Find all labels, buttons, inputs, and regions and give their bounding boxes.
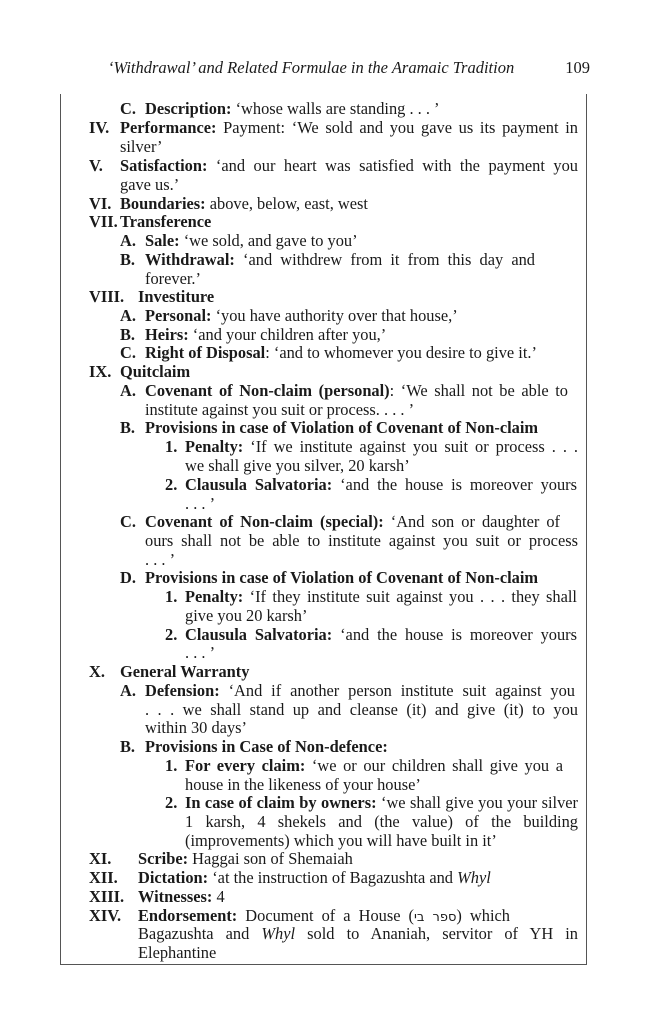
outline-item-label: Clausula Salvatoria: [185, 625, 333, 644]
outline-item-label: Provisions in Case of Non-defence: [145, 737, 388, 756]
outline-item-number: V. [89, 156, 103, 175]
running-title: ‘Withdrawal’ and Related Formulae in the Aramaic Tradition [108, 58, 515, 77]
outline-item-label: Right of Disposal [145, 343, 266, 362]
page-number: 109 [565, 58, 590, 77]
outline-continuation-text [145, 550, 175, 569]
outline-body-text: Elephantine [138, 943, 217, 962]
outline-body-text: silver’ [120, 137, 163, 156]
outline-item-number: 1. [165, 756, 178, 775]
outline-item-number: D. [120, 568, 136, 587]
outline-body-text: ‘and our heart was satisfied with the payment you [207, 156, 578, 175]
outline-body-text: ‘you have authority over that house,’ [211, 306, 458, 325]
outline-item-number: B. [120, 250, 136, 269]
outline-body-text: ‘and the house is moreover yours [332, 625, 577, 644]
outline-item-text [145, 381, 568, 400]
outline-item-label: Boundaries: [120, 194, 206, 213]
outline-item-number: 2. [165, 475, 178, 494]
outline-item-text [145, 343, 537, 362]
outline-item-label: Sale: [145, 231, 180, 250]
outline-item-text [138, 287, 214, 306]
outline-body-text: ‘at the instruction of Bagazushta and [208, 868, 458, 887]
outline-item-number: A. [120, 681, 136, 700]
outline-item-label: Clausula Salvatoria: [185, 475, 333, 494]
outline-item-label: Dictation: [138, 868, 209, 887]
outline-body-text: Payment: ‘We sold and you gave us its payment in [216, 118, 578, 137]
outline-item-text [145, 568, 538, 587]
outline-item-text [120, 194, 368, 213]
outline-continuation-text [185, 812, 578, 831]
outline-item-label: Provisions in case of Violation of Covenant of Non-claim [145, 418, 539, 437]
running-header [90, 58, 590, 82]
outline-continuation-text [185, 643, 215, 662]
outline-body-text: sold to Ananiah, servitor of YH in [295, 924, 578, 943]
outline-item-text [138, 887, 225, 906]
outline-item-text [185, 437, 578, 456]
outline-continuation-text [138, 943, 216, 962]
outline-item-number: XIV. [89, 906, 122, 925]
outline-body-text: (improvements) which you will have built in it’ [185, 831, 497, 850]
outline-item-number: A. [120, 231, 136, 250]
outline-item-number: VIII. [89, 287, 125, 306]
outline-item-text [145, 737, 388, 756]
outline-body-text: . . . ’ [185, 494, 216, 513]
outline-item-number: IX. [89, 362, 112, 381]
outline-item-number: X. [89, 662, 105, 681]
italic-name: Whyl [261, 924, 296, 943]
outline-continuation-text [145, 700, 578, 719]
outline-item-text [138, 849, 353, 868]
outline-body-text: ‘we shall give you your silver [376, 793, 578, 812]
outline-item-label: Withdrawal: [145, 250, 235, 269]
outline-body-text: ‘If we institute against you suit or process . . . [243, 437, 578, 456]
outline-item-label: Witnesses: [138, 887, 213, 906]
outline-item-text [145, 250, 535, 269]
outline-body-text: Document of a House ( [237, 906, 415, 925]
outline-body-text: ours shall not be able to institute against you suit or process [145, 531, 578, 550]
outline-body-text: ‘whose walls are standing . . . ’ [231, 99, 440, 118]
outline-body-text: house in the likeness of your house’ [185, 775, 421, 794]
outline-item-text [185, 587, 577, 606]
outline-item-number: C. [120, 512, 136, 531]
outline-body-text: ‘And if another person institute suit against you [219, 681, 575, 700]
outline-continuation-text [145, 400, 414, 419]
outline-item-number: 1. [165, 437, 178, 456]
outline-item-text [120, 662, 249, 681]
outline-item-number: XII. [89, 868, 118, 887]
outline-item-label: For every claim: [185, 756, 306, 775]
outline-item-number: XIII. [89, 887, 125, 906]
outline-item-label: Personal: [145, 306, 212, 325]
outline-body-text: : ‘We shall not be able to [389, 381, 568, 400]
outline-continuation-text [185, 831, 497, 850]
outline-body-text: ‘and your children after you,’ [188, 325, 387, 344]
outline-item-text [145, 418, 538, 437]
outline-item-number: B. [120, 325, 136, 344]
outline-item-number: 2. [165, 793, 178, 812]
outline-body-text: gave us.’ [120, 175, 180, 194]
outline-item-label: In case of claim by owners: [185, 793, 377, 812]
outline-body-text: give you 20 karsh’ [185, 606, 308, 625]
outline-item-text [120, 212, 211, 231]
outline-body-text: ‘we sold, and gave to you’ [179, 231, 358, 250]
outline-body-text: ) which [456, 906, 510, 925]
outline-body-text: within 30 days’ [145, 718, 247, 737]
outline-item-text [145, 512, 560, 531]
outline-continuation-text [185, 775, 421, 794]
outline-item-label: Performance: [120, 118, 217, 137]
outline-item-number: A. [120, 381, 136, 400]
outline-item-text [145, 325, 386, 344]
outline-body-text: . . . ’ [185, 643, 216, 662]
outline-continuation-text [185, 456, 410, 475]
outline-continuation-text [185, 494, 215, 513]
outline-item-text [145, 306, 458, 325]
outline-continuation-text [138, 924, 578, 943]
outline-item-label: Covenant of Non-claim (special): [145, 512, 384, 531]
outline-item-text [145, 231, 358, 250]
outline-continuation-text [145, 718, 247, 737]
outline-item-text [185, 475, 577, 494]
outline-body-text: we shall give you silver, 20 karsh’ [185, 456, 410, 475]
outline-continuation-text [145, 531, 578, 550]
outline-continuation-text [120, 175, 179, 194]
outline-item-number: 2. [165, 625, 178, 644]
outline-body-text: . . . we shall stand up and cleanse (it) and give (it) to you [145, 700, 578, 719]
outline-body-text: 4 [212, 887, 225, 906]
outline-item-label: Penalty: [185, 437, 244, 456]
outline-body-text: institute against you suit or process. . . . ’ [145, 400, 415, 419]
outline-item-text [145, 681, 575, 700]
outline-item-text [185, 756, 563, 775]
outline-item-number: 1. [165, 587, 178, 606]
hebrew-text: ספר בי [414, 910, 457, 925]
outline-body-text: Haggai son of Shemaiah [188, 849, 353, 868]
outline-item-text [120, 118, 578, 137]
outline-continuation-text [185, 606, 307, 625]
outline-continuation-text [120, 137, 162, 156]
outline-item-label: General Warranty [120, 662, 250, 681]
outline-item-number: C. [120, 99, 136, 118]
outline-item-label: Quitclaim [120, 362, 191, 381]
outline-body-text: ‘If they institute suit against you . . . they shall [243, 587, 577, 606]
outline-item-text [185, 625, 577, 644]
outline-item-number: XI. [89, 849, 112, 868]
outline-body-text: . . . ’ [145, 550, 176, 569]
outline-item-label: Scribe: [138, 849, 189, 868]
outline-item-number: VI. [89, 194, 112, 213]
outline-body-text: ‘and the house is moreover yours [332, 475, 577, 494]
outline-item-number: VII. [89, 212, 118, 231]
outline-item-number: B. [120, 418, 136, 437]
outline-body-text: ‘And son or daughter of [383, 512, 560, 531]
outline-continuation-text [145, 269, 201, 288]
outline-body-text: forever.’ [145, 269, 201, 288]
outline-item-text [138, 868, 491, 887]
outline-item-label: Endorsement: [138, 906, 238, 925]
outline-item-text [185, 793, 578, 812]
outline-item-text [120, 156, 578, 175]
outline-item-label: Satisfaction: [120, 156, 208, 175]
outline-item-number: C. [120, 343, 136, 362]
outline-item-number: B. [120, 737, 136, 756]
outline-body-text: ‘we or our children shall give you a [305, 756, 563, 775]
outline-item-label: Transference [120, 212, 212, 231]
outline-item-label: Description: [145, 99, 232, 118]
outline-item-text [120, 362, 190, 381]
outline-item-label: Covenant of Non-claim (personal) [145, 381, 390, 400]
italic-name: Whyl [457, 868, 491, 887]
outline-body-text: ‘and withdrew from it from this day and [234, 250, 535, 269]
outline-item-label: Investiture [138, 287, 215, 306]
outline-item-text [145, 99, 440, 118]
outline-body-text: : ‘and to whomever you desire to give it.’ [265, 343, 537, 362]
outline-item-label: Penalty: [185, 587, 244, 606]
outline-body-text: above, below, east, west [205, 194, 368, 213]
outline-item-label: Heirs: [145, 325, 189, 344]
outline-item-number: A. [120, 306, 136, 325]
outline-body-text: 1 karsh, 4 shekels and (the value) of the building [185, 812, 578, 831]
outline-item-label: Provisions in case of Violation of Covenant of Non-claim [145, 568, 539, 587]
outline-item-label: Defension: [145, 681, 220, 700]
outline-item-number: IV. [89, 118, 110, 137]
outline-body-text: Bagazushta and [138, 924, 262, 943]
